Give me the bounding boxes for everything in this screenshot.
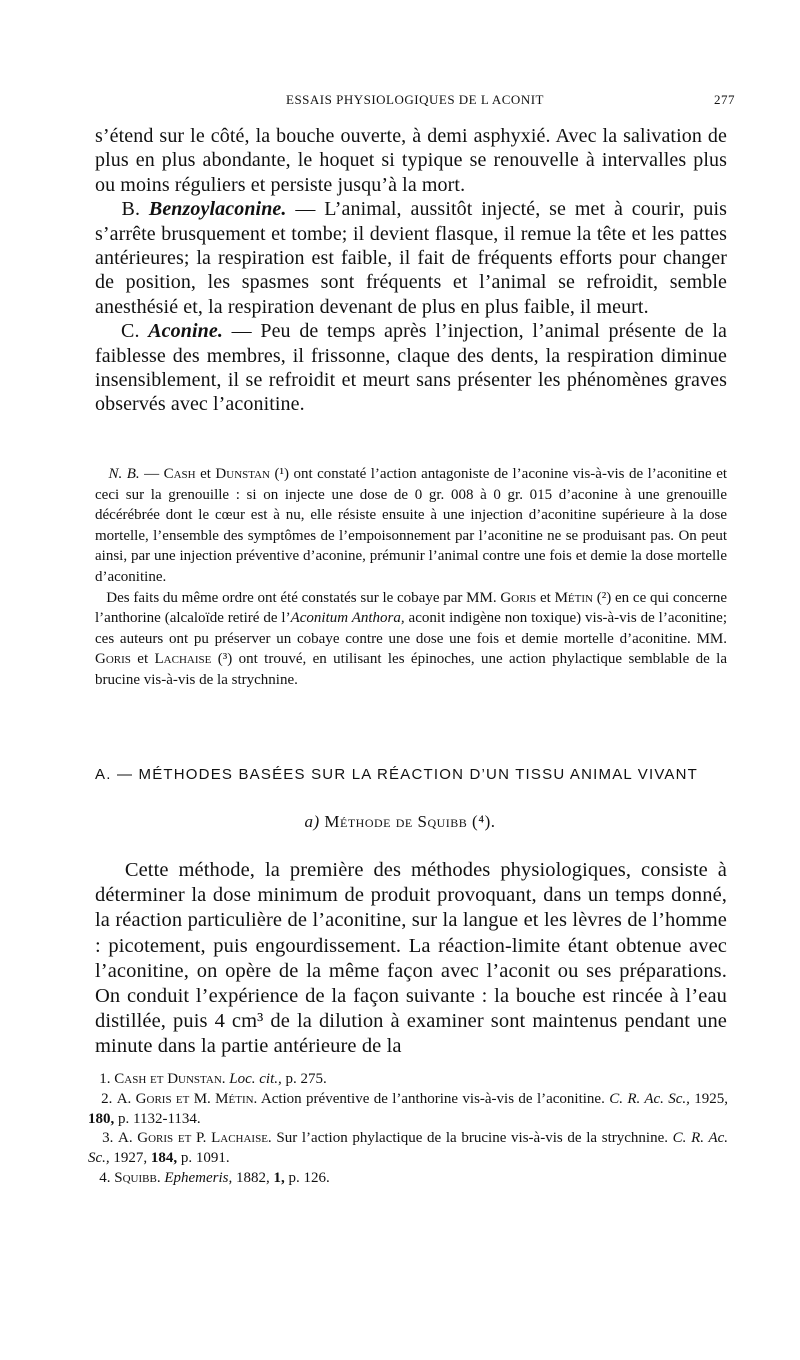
note-block [95,464,727,691]
paragraph-benzoylaconine [95,197,727,319]
footnote-2-volume: 180, [88,1110,115,1127]
author-dunstan: Dunstan [215,466,270,482]
footnote-3-number: 3. [102,1130,114,1147]
footnote-4-volume: 1, [273,1169,285,1186]
paragraph-continuation: s’étend sur le côté, la bouche ouverte, à demi asphyxié. Avec la salivation de plus en plus abondante, le hoquet si typique se renouvelle à intervalles plus ou moins réguliers et persiste jusqu’à la mort. [95,125,727,196]
footnote-2 [88,1090,728,1130]
footnote-3-title: Sur l’action phylactique de la brucine vis-à-vis de la strychnine. [276,1130,668,1147]
footnote-2-number: 2. [101,1090,113,1107]
footnote-3-journal: C. R. Ac. Sc., [88,1130,729,1167]
footnote-ref-2[interactable]: (²) [596,589,612,606]
footnote-4-journal: Ephemeris, [164,1169,233,1186]
footnote-ref-3[interactable]: (³) [217,651,233,668]
footnote-1-ref: Loc. cit., [229,1071,282,1087]
section-label-c: C. [121,320,140,343]
term-benzoylaconine: Benzoylaconine. [148,198,287,221]
note-and-2: et [536,589,555,606]
section-heading: A. — MÉTHODES BASÉES SUR LA RÉACTION D’UN TISSU ANIMAL VIVANT [95,766,699,783]
author-lachaise: Lachaise [154,651,212,668]
note-paragraph-2 [95,588,727,691]
note-dash: — [139,466,164,482]
author-goris-2: Goris [95,651,131,668]
section-label-b: B. [121,198,141,221]
footnote-1-author: Cash et Dunstan. [114,1071,226,1087]
footnote-ref-1[interactable]: (¹) [274,466,289,482]
footnote-1-number: 1. [99,1071,111,1087]
footnote-2-author: A. Goris et M. Métin. [116,1090,258,1107]
note-text-2b: en ce qui concerne l’anthorine (alcaloïde retiré de l’ [95,589,728,627]
body-text-top [95,124,727,417]
author-metin: Métin [554,589,593,606]
author-cash: Cash [163,466,196,482]
footnote-3-year: 1927, [113,1150,148,1167]
note-text-2a: Des faits du même ordre ont été constatés sur le cobaye par MM. [106,589,501,606]
author-goris: Goris [500,589,537,606]
note-and-3: et [130,651,155,668]
footnotes [88,1070,728,1189]
note-text-1: ont constaté l’action antagoniste de l’aconine vis-à-vis de l’aconitine et ceci sur la grenouille : si on injecte une dose de 0 gr. 008 à 0 gr. 015 d’aconine à une grenouille décérébrée dont le cœur est à nu, elle résiste ensuite à une injection d’aconitine supérieure à la dose mortelle, l’ensemble des symptômes de l’empoisonnement par l’aconitine ne se produisant pas. On peut ainsi, par une injection préventive d’aconine, prémunir l’animal contre une fois et demie la dose mortelle d’aconitine. [95,466,728,585]
footnote-3-author: A. Goris et P. Lachaise. [118,1130,272,1147]
footnote-4-author: Squibb. [114,1169,161,1186]
body-text-bottom [95,858,727,1060]
footnote-3 [88,1129,728,1169]
aconine-text: — Peu de temps après l’injection, l’animal présente de la faiblesse des membres, il frissonne, claque des dents, la respiration diminue insensiblement, il se refroidit et meurt sans présenter les phénomènes graves observés avec l’aconitine. [95,320,727,416]
footnote-1 [88,1070,728,1090]
running-head [95,92,735,114]
footnote-3-volume: 184, [150,1150,178,1167]
subsection-title: Méthode de Squibb [324,812,468,831]
squibb-paragraph [95,858,727,1060]
paragraph-aconine [95,319,727,417]
footnote-2-journal: C. R. Ac. Sc., [609,1090,690,1107]
squibb-text: Cette méthode, la première des méthodes physiologiques, consiste à déterminer la dose minimum de produit provoquant, dans un temps donné, la réaction particulière de l’aconitine, sur la langue et les lèvres de l’homme : picotement, puis engourdissement. La réaction-limite étant obtenue avec l’aconitine, on opère de la même façon avec l’aconit ou ses préparations. On conduit l’expérience de la façon suivante : la bouche est rincée à l’eau distillée, puis 4 cm³ de la dilution à examiner sont maintenus pendant une minute dans la partie antérieure de la [95,859,727,1058]
footnote-4-pages: p. 126. [288,1169,330,1186]
footnote-4-year: 1882, [235,1169,270,1186]
benzoylaconine-text: — L’animal, aussitôt injecté, se met à courir, puis s’arrête brusquement et tombe; il devient flasque, il remue la tête et les pattes antérieures; la respiration est faible, il fait de fréquents efforts pour changer de position, les spasmes sont fréquents et l’animal se refroidit, semble anesthésié et, la respiration devenant de plus en plus faible, il meurt. [95,198,727,318]
footnote-2-pages: p. 1132-1134. [118,1110,201,1127]
footnote-4 [88,1169,728,1189]
footnote-4-number: 4. [99,1169,111,1186]
footnote-2-year: 1925, [694,1090,729,1107]
term-aconine: Aconine. [148,320,223,343]
footnote-2-title: Action préventive de l’anthorine vis-à-vis de l’aconitine. [260,1090,605,1107]
note-and-1: et [195,466,216,482]
footnote-ref-4[interactable]: (⁴). [472,812,496,831]
note-paragraph-1 [95,464,727,588]
species-name: Aconitum Anthora, [290,610,405,627]
subsection-heading [0,812,800,832]
footnote-1-page: p. 275. [285,1071,327,1087]
page-number: 277 [714,92,735,107]
running-title: ESSAIS PHYSIOLOGIQUES DE L ACONIT [286,92,544,107]
note-label: N. B. [108,466,140,482]
note-text-2d: ont trouvé, en utilisant les épinoches, une action phylactique semblable de la brucine vis-à-vis de la strychnine. [95,651,728,688]
subsection-label: a) [304,812,320,831]
note-text-2c: aconit indigène non toxique) vis-à-vis de l’aconitine; ces auteurs ont pu préserver un cobaye contre une dose une fois et demie mortelle d’aconitine. MM. [95,610,727,647]
footnote-3-pages: p. 1091. [180,1150,230,1167]
